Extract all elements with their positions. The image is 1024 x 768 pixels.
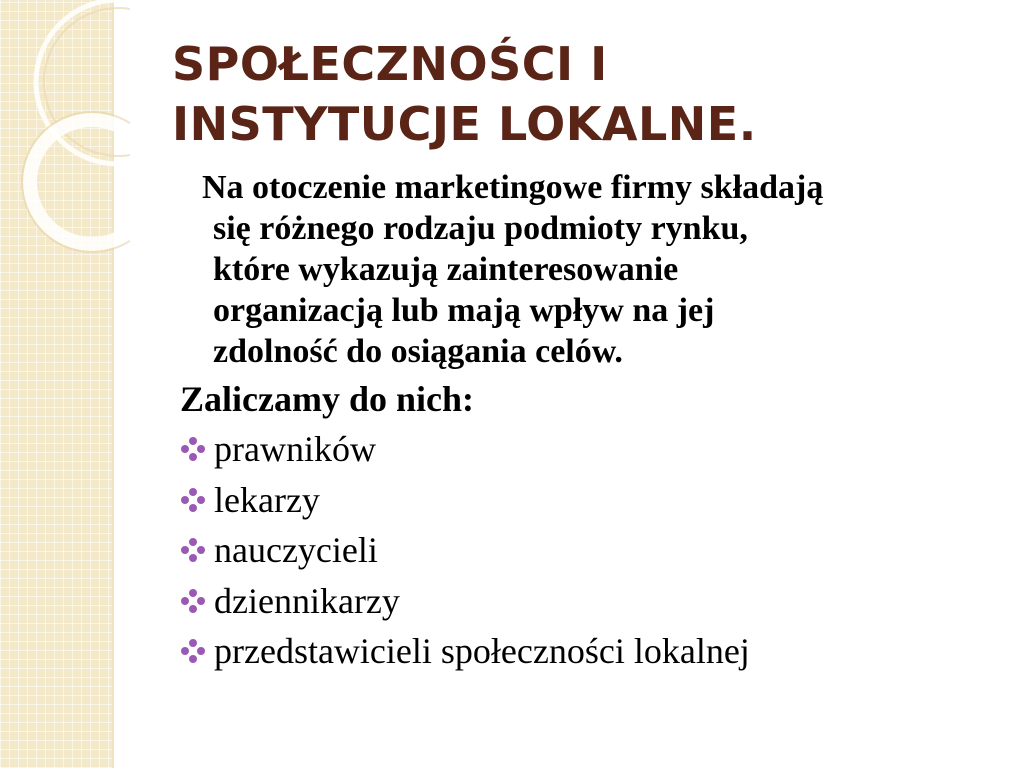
list-item [180, 525, 750, 576]
list-item-label: przedstawicieli społeczności lokalnej [214, 631, 750, 672]
intro-line: Na otoczenie marketingowe firmy składają [202, 169, 824, 206]
intro-line: organizacją lub mają wpływ na jej [213, 292, 715, 329]
intro-line: zdolność do osiągania celów. [213, 333, 623, 370]
diamond-bullet-icon [180, 588, 206, 614]
list-item [180, 576, 750, 627]
intro-line: się różnego rodzaju podmioty rynku, [213, 210, 748, 247]
bullet-list [180, 424, 750, 677]
list-item [180, 424, 750, 475]
slide-title-line: SPOŁECZNOŚCI I [172, 37, 608, 91]
decorative-rings [0, 0, 130, 260]
list-item-label: prawników [214, 429, 376, 470]
list-item-label: dziennikarzy [214, 580, 400, 621]
list-heading: Zaliczamy do nich: [180, 379, 474, 419]
intro-line: które wykazują zainteresowanie [213, 251, 679, 288]
list-item-label: nauczycieli [214, 530, 378, 571]
diamond-bullet-icon [180, 537, 206, 563]
diamond-bullet-icon [180, 487, 206, 513]
list-item-label: lekarzy [214, 479, 320, 520]
list-item [180, 475, 750, 526]
diamond-bullet-icon [180, 638, 206, 664]
slide-title [172, 34, 972, 154]
diamond-bullet-icon [180, 436, 206, 462]
intro-paragraph [180, 167, 1000, 372]
list-item [180, 626, 750, 677]
slide-title-line: INSTYTUCJE LOKALNE. [172, 97, 757, 151]
